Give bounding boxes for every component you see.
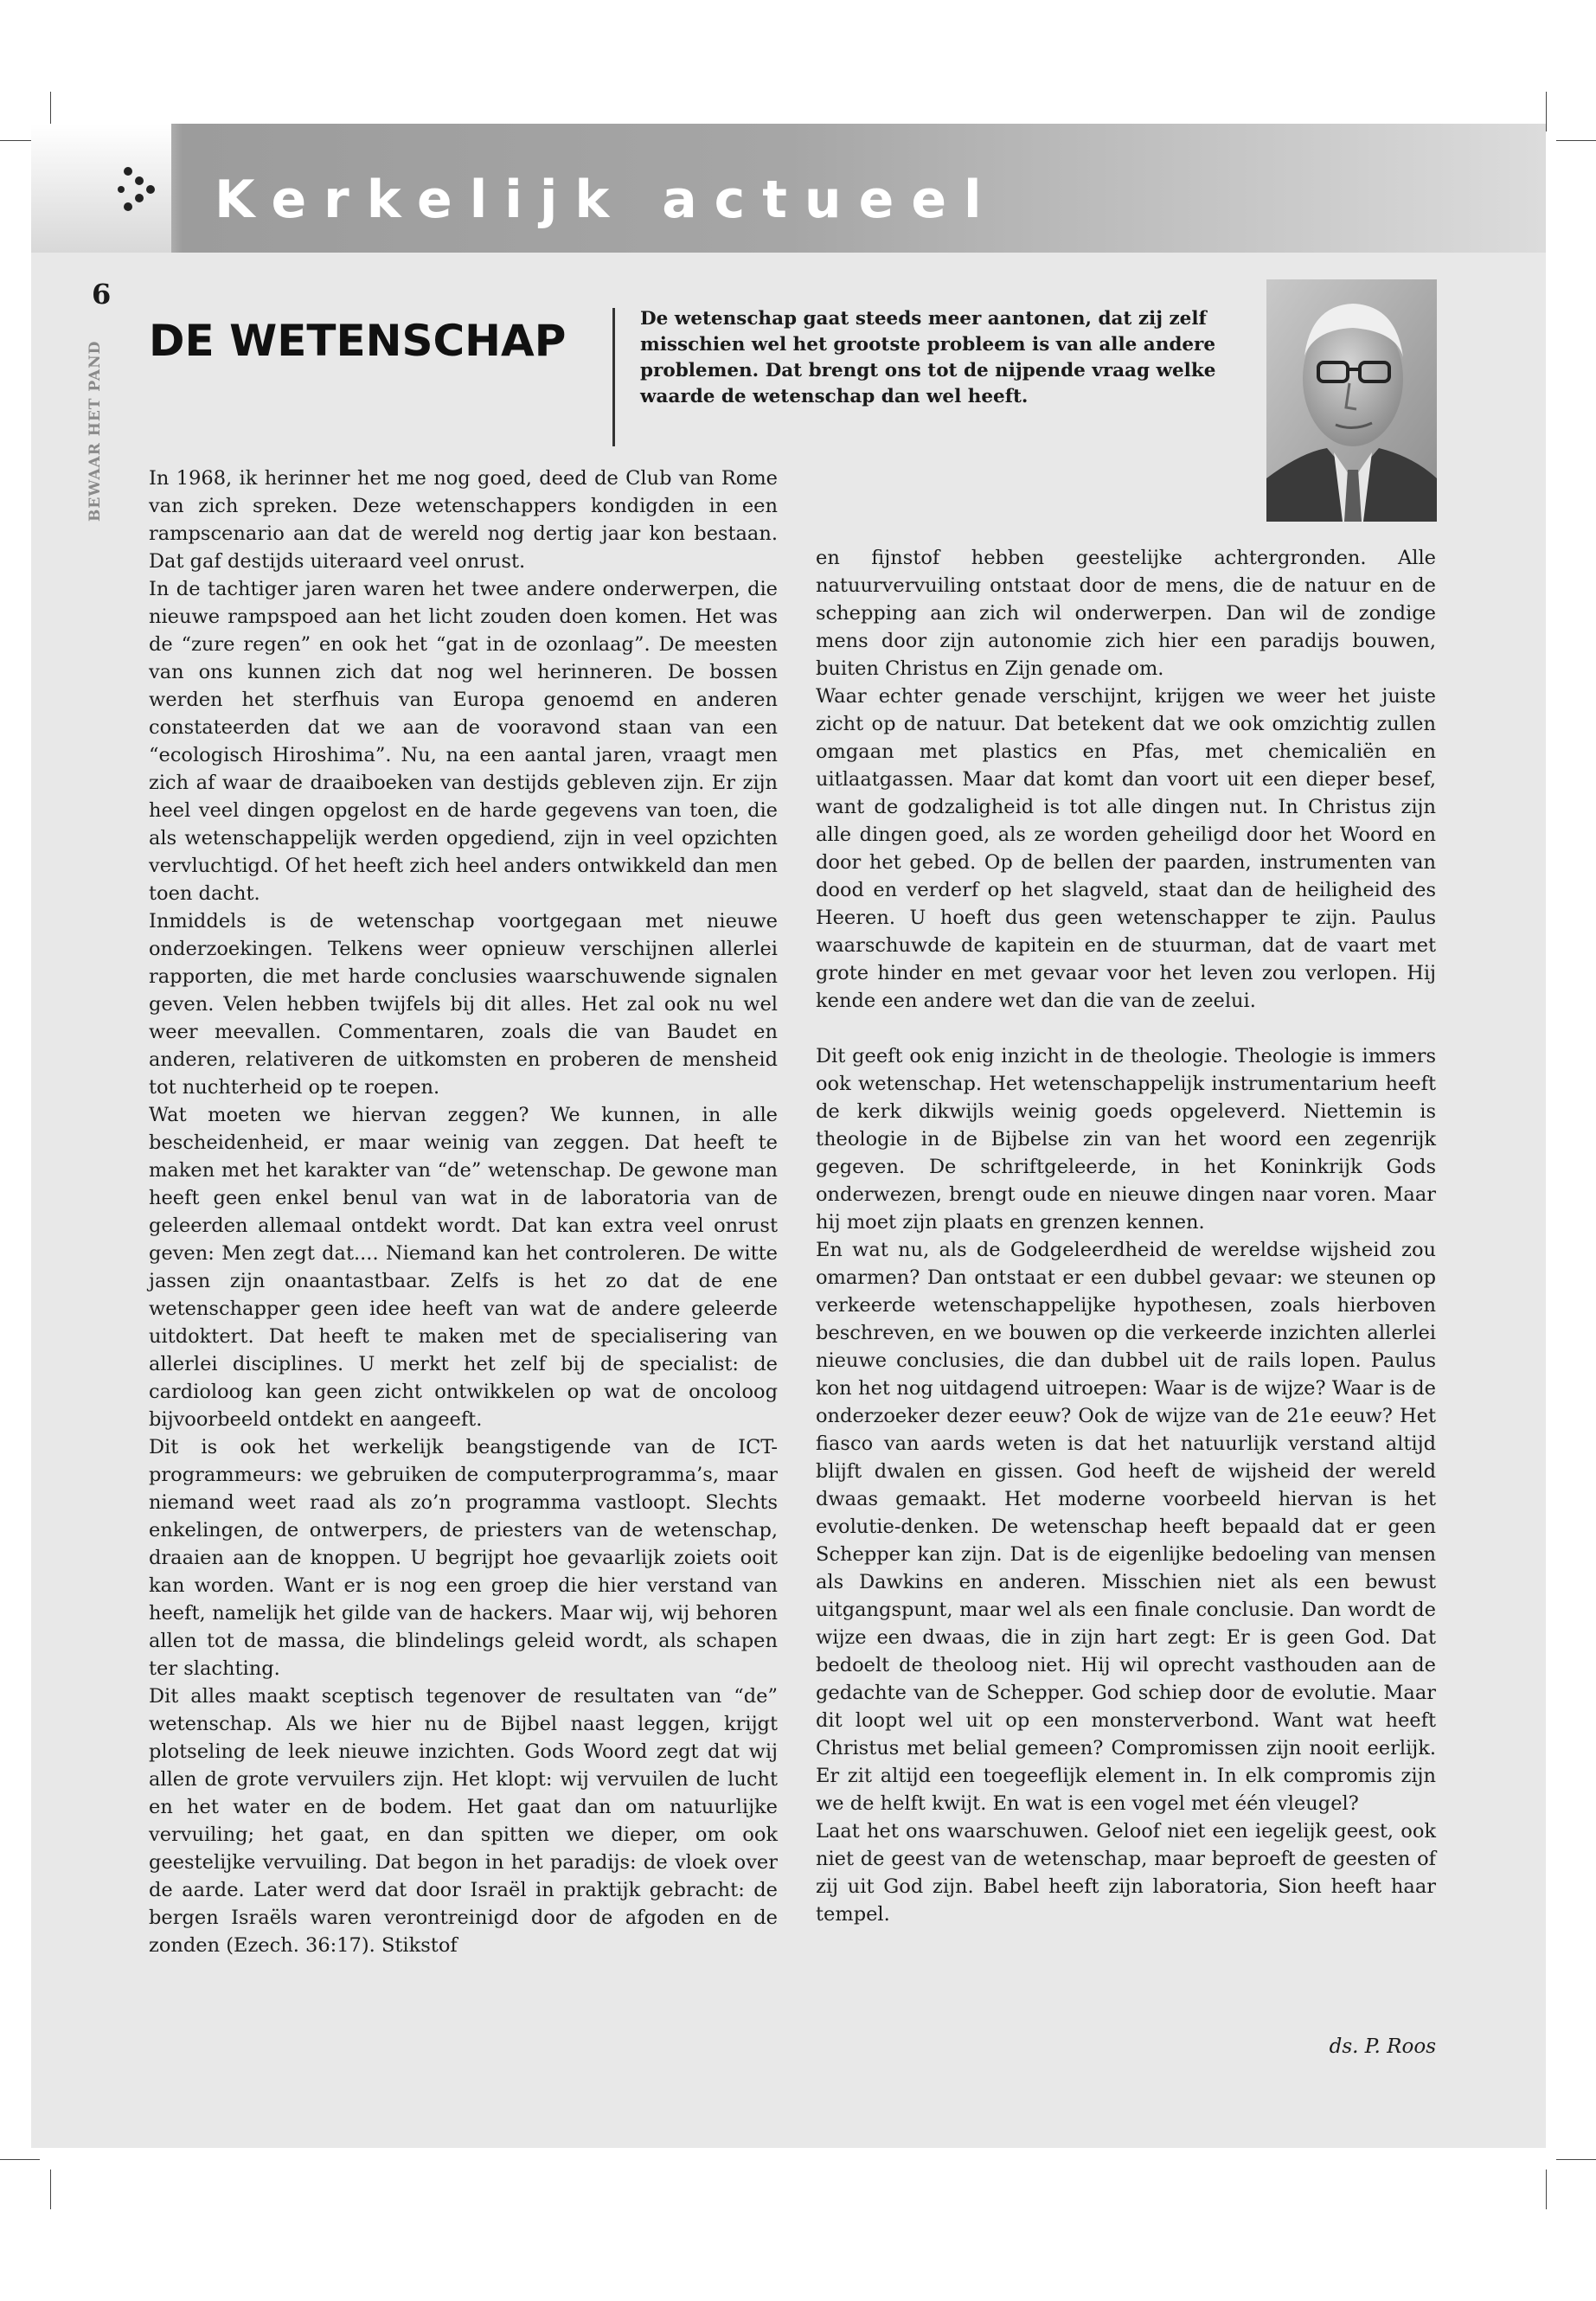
- crop-mark: [0, 2159, 40, 2160]
- crop-mark: [1556, 2159, 1596, 2160]
- article-paragraph: En wat nu, als de Godgeleerdheid de wereldse wijsheid zou omarmen? Dan ontstaat er een dubbel gevaar: we steunen op verkeerde wetenschappelijke hypothesen, zoals hierboven beschreven, en we bouwen op die verkeerde inzichten allerlei nieuwe conclusies, die dan dubbel uit de rails lopen. Paulus kon het nog uitdagend uitroepen: Waar is de wijze? Waar is de onderzoeker dezer eeuw? Ook de wijze van de 21e eeuw? Het fiasco van aards weten is dat het natuurlijk verstand altijd blijft dwalen en gissen. God heeft de wijsheid der wereld dwaas gemaakt. Het moderne voorbeeld hiervan is het evolutie-denken. De wetenschap heeft bepaald dat er geen Schepper kan zijn. Dat is de eigenlijke bedoeling van mensen als Dawkins en anderen. Misschien niet als een bewust uitgangspunt, maar wel als een finale conclusie. Dan wordt de wijze een dwaas, die in zijn hart zegt: Er is geen God. Dat bedoelt de theoloog niet. Hij wil oprecht vasthouden aan de gedachte van de Schepper. God schiep door de evolutie. Maar dit loopt wel uit op een monsterverbond. Want wat heeft Christus met belial gemeen? Compromissen zijn nooit eerlijk. Er zit altijd een toegeeflijk element in. In elk compromis zijn we de helft kwijt. En wat is een vogel met één vleugel?: [816, 1239, 1436, 1815]
- article-paragraph: en fijnstof hebben geestelijke achtergronden. Alle natuurvervuiling ontstaat door de mens, die de natuur en de schepping aan zich wil onderwerpen. Dan wil de zondige mens door zijn autonomie zich hier een paradijs bouwen, buiten Christus en Zijn genade om.: [816, 547, 1436, 680]
- crop-mark: [1546, 2170, 1547, 2209]
- page-number: 6: [92, 278, 112, 311]
- dots-logo-icon: [116, 163, 168, 215]
- author-portrait-icon: [1266, 279, 1437, 522]
- article-paragraph: Wat moeten we hiervan zeggen? We kunnen, in alle bescheidenheid, er maar weinig van zeggen. Dat heeft te maken met het karakter van “de” wetenschap. De gewone man heeft geen enkel benul van wat in de laboratoria van de geleerden allemaal ontdekt wordt. Dat kan extra veel onrust geven: Men zegt dat.... Niemand kan het controleren. De witte jassen zijn onaantastbaar. Zelfs is het zo dat de ene wetenschapper geen idee heeft van wat de andere geleerde uitdoktert. Dat heeft te maken met de specialisering van allerlei disciplines. U merkt het zelf bij de specialist: de cardioloog kan geen zicht ontwikkelen op wat de oncoloog bijvoorbeeld ontdekt en aangeeft.: [149, 1104, 778, 1431]
- article-column-left: [149, 465, 778, 1959]
- article-paragraph: In 1968, ik herinner het me nog goed, deed de Club van Rome van zich spreken. Deze wetenschappers kondigden in een rampscenario aan dat de wereld nog dertig jaar kon bestaan. Dat gaf destijds uiteraard veel onrust.: [149, 467, 778, 573]
- article-paragraph: Dit geeft ook enig inzicht in de theologie. Theologie is immers ook wetenschap. Het wetenschappelijk instrumentarium heeft de kerk dikwijls weinig goeds opgeleverd. Niettemin is theologie in de Bijbelse zin van het woord een zegenrijk gegeven. De schriftgeleerde, in het Koninkrijk Gods onderwezen, brengt oude en nieuwe dingen naar voren. Maar hij moet zijn plaats en grenzen kennen.: [816, 1045, 1436, 1234]
- crop-mark: [1556, 140, 1596, 141]
- article-paragraph: Inmiddels is de wetenschap voortgegaan met nieuwe onderzoekingen. Telkens weer opnieuw verschijnen allerlei rapporten, die met harde conclusies waarschuwende signalen geven. Velen hebben twijfels bij dit alles. Het zal ook nu wel weer meevallen. Commentaren, zoals die van Baudet en anderen, relativeren de uitkomsten en proberen de mensheid tot nuchterheid op te roepen.: [149, 910, 778, 1099]
- article-paragraph: In de tachtiger jaren waren het twee andere onderwerpen, die nieuwe rampspoed aan het licht zouden doen komen. Het was de “zure regen” en ook het “gat in de ozonlaag”. De meesten van ons kunnen zich dat nog wel herinneren. De bossen werden het sterfhuis van Europa genoemd en anderen constateerden dat we aan de vooravond staan van een “ecologisch Hiroshima”. Nu, na een aantal jaren, vraagt men zich af waar de draaiboeken van destijds gebleven zijn. Er zijn heel veel dingen opgelost en de harde gegevens van toen, die als wetenschappelijk werden opgediend, zijn in veel opzichten vervluchtigd. Of het heeft zich heel anders ontwikkeld dan men toen dacht.: [149, 578, 778, 905]
- article-paragraph: Dit is ook het werkelijk beangstigende van de ICT-programmeurs: we gebruiken de computerprogramma’s, maar niemand weet raad als zo’n programma vastloopt. Slechts enkelingen, de ontwerpers, de priesters van de wetenschap, draaien aan de knoppen. U begrijpt hoe gevaarlijk zoiets ooit kan worden. Want er is nog een groep die hier verstand van heeft, namelijk het gilde van de hackers. Maar wij, wij behoren allen tot de massa, die blindelings geleid wordt, als schapen ter slachting.: [149, 1436, 778, 1680]
- article-column-right: [816, 544, 1436, 1928]
- magazine-page: [31, 124, 1546, 2148]
- title-divider: [612, 308, 615, 446]
- section-title: Kerkelijk actueel: [215, 170, 999, 230]
- article-paragraph: Dit alles maakt sceptisch tegenover de resultaten van “de” wetenschap. Als we hier nu de Bijbel naast leggen, krijgt plotseling de leek nieuwe inzichten. Gods Woord zegt dat wij allen de grote vervuilers zijn. Het klopt: wij vervuilen de lucht en het water en de bodem. Het gaat dan om natuurlijke vervuiling; het gaat, en dan spitten we dieper, om ook geestelijke vervuiling. Dat begon in het paradijs: de vloek over de aarde. Later werd dat door Israël in praktijk gebracht: de bergen Israëls waren verontreinigd door de afgoden en de zonden (Ezech. 36:17). Stikstof: [149, 1685, 778, 1957]
- article-lead: De wetenschap gaat steeds meer aantonen, dat zij zelf misschien wel het grootste probleem is van alle andere problemen. Dat brengt ons tot de nijpende vraag welke waarde de wetenschap dan wel heeft.: [640, 308, 1216, 407]
- author-signature: ds. P. Roos: [1329, 2035, 1436, 2058]
- article-paragraph: Laat het ons waarschuwen. Geloof niet een iegelijk geest, ook niet de geest van de wetenschap, maar beproeft de geesten of zij uit God zijn. Babel heeft zijn laboratoria, Sion heeft haar tempel.: [816, 1820, 1436, 1926]
- article-paragraph: Waar echter genade verschijnt, krijgen we weer het juiste zicht op de natuur. Dat betekent dat we ook omzichtig zullen omgaan met plastics en Pfas, met chemicaliën en uitlaatgassen. Maar dat komt dan voort uit een dieper besef, want de godzaligheid is tot alle dingen nut. In Christus zijn alle dingen goed, als ze worden geheiligd door het Woord en door het gebed. Op de bellen der paarden, instrumenten van dood en verderf op het slagveld, staat dan de heiligheid des Heeren. U hoeft dus geen wetenschapper te zijn. Paulus waarschuwde de kapitein en de stuurman, dat de vaart met grote hinder en met gevaar voor het leven zou verlopen. Hij kende een andere wet dan die van de zeelui.: [816, 685, 1436, 1012]
- vertical-magazine-label: BEWAAR HET PAND: [87, 340, 104, 522]
- section-header: [31, 124, 1546, 253]
- article-title: DE WETENSCHAP: [149, 316, 567, 366]
- crop-mark: [50, 2170, 51, 2209]
- crop-mark: [1546, 92, 1547, 131]
